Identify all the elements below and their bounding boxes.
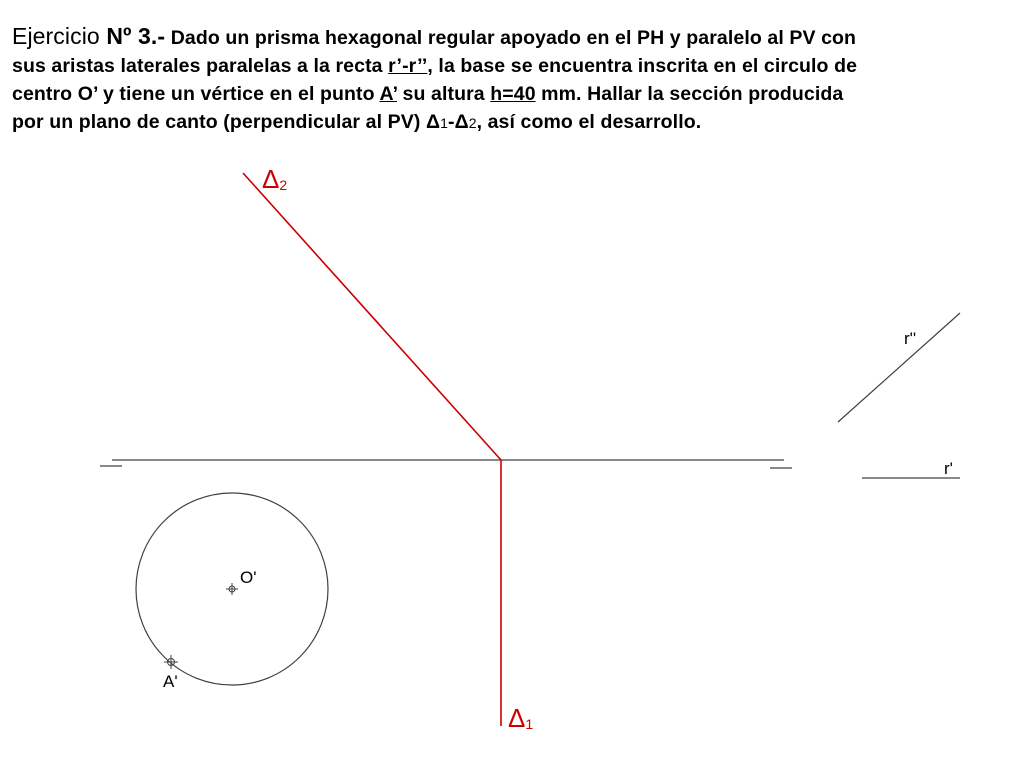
statement-text-4b: , así como el desarrollo. [476, 111, 702, 133]
delta-subscript-2: 2 [468, 115, 477, 131]
label-center-o-prime: O' [240, 568, 257, 587]
delta-subscript-1: 1 [440, 115, 448, 131]
delta-symbol-2: Δ [454, 111, 469, 133]
statement-text-1: Dado un prisma hexagonal regular apoyado en el PH y paralelo al PV con [165, 27, 857, 49]
statement-text-3c: mm. Hallar la sección producida [535, 83, 844, 105]
statement-text-2a: sus aristas laterales paralelas a la recta [12, 55, 389, 77]
center-point-o-prime [226, 583, 238, 595]
delta-symbol-1: Δ [425, 111, 441, 133]
label-vertex-a-prime: A' [163, 672, 178, 691]
label-r-prime: r' [944, 459, 953, 478]
label-delta2: Δ2 [262, 164, 288, 194]
statement-text-3a: centro O’ y tiene un vértice en el punto [12, 83, 380, 105]
heading-prefix: Ejercicio [12, 23, 100, 49]
statement-text-4a: por un plano de canto (perpendicular al PV) [12, 111, 426, 133]
point-a-reference: A’ [379, 83, 398, 105]
line-r-double-prime [838, 313, 960, 422]
label-delta1: Δ1 [508, 703, 534, 733]
heading-number: Nº 3.- [106, 23, 166, 49]
line-r-reference: r’-r’’ [388, 55, 428, 77]
statement-text-3b: su altura [397, 83, 491, 105]
statement-text-2b: , la base se encuentra inscrita en el circulo de [427, 55, 858, 77]
label-r-double-prime: r'' [904, 329, 917, 348]
vertical-trace-delta2 [243, 173, 501, 460]
height-reference: h=40 [490, 83, 536, 105]
delta-separator: - [447, 111, 455, 133]
